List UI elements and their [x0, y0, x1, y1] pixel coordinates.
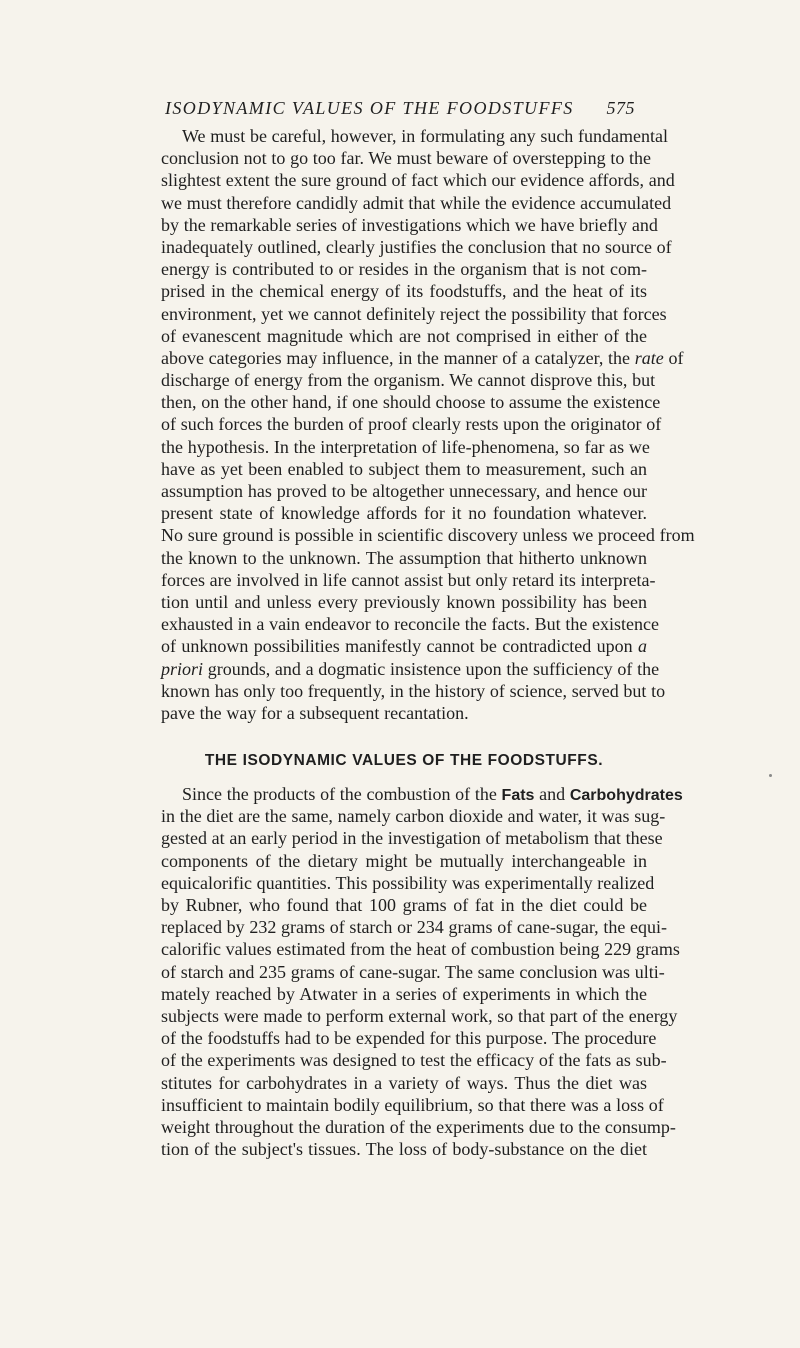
text-line: equicalorific quantities. This possibility was experimentally realized [161, 872, 655, 893]
text-line: environment, yet we cannot definitely reject the possibility that forces [161, 303, 667, 324]
italic-a: a [638, 636, 647, 657]
text-line: of starch and 235 grams of cane-sugar. The same conclusion was ulti- [161, 961, 665, 982]
text-line: exhausted in a vain endeavor to reconcile the facts. But the existence [161, 614, 659, 635]
text-line: the known to the unknown. The assumption that hitherto unknown [161, 547, 647, 568]
text-fragment: of [663, 347, 684, 368]
paragraph-isodynamic-values [161, 783, 683, 1160]
text-fragment: Since the products of the combustion of the [182, 784, 502, 805]
text-line: conclusion not to go too far. We must beware of overstepping to the [161, 148, 652, 169]
text-line: assumption has proved to be altogether unnecessary, and hence our [161, 481, 647, 501]
text-line: in the diet are the same, namely carbon dioxide and water, it was sug- [161, 806, 666, 827]
section-heading: THE ISODYNAMIC VALUES OF THE FOODSTUFFS. [204, 752, 604, 770]
text-line: weight throughout the duration of the experiments due to the consump- [161, 1116, 676, 1137]
text-line: calorific values estimated from the heat of combustion being 229 grams [161, 939, 680, 960]
text-line: stitutes for carbohydrates in a variety of ways. Thus the diet was [161, 1072, 647, 1093]
text-fragment: of unknown possibilities manifestly cannot be contradicted upon [161, 636, 638, 657]
text-line: prised in the chemical energy of its foodstuffs, and the heat of its [161, 281, 647, 302]
text-line: of the experiments was designed to test the efficacy of the fats as sub- [161, 1050, 667, 1071]
fats-term: Fats [501, 787, 535, 805]
text-line: inadequately outlined, clearly justifies the conclusion that no source of [161, 236, 672, 257]
italic-rate: rate [634, 347, 664, 368]
text-line [161, 658, 660, 680]
running-head [165, 98, 635, 122]
text-line: replaced by 232 grams of starch or 234 grams of cane-sugar, the equi- [161, 917, 667, 938]
text-line: by Rubner, who found that 100 grams of fat in the diet could be [161, 895, 647, 915]
text-line: mately reached by Atwater in a series of experiments in which the [161, 983, 647, 1004]
text-line: insufficient to maintain bodily equilibrium, so that there was a loss of [161, 1094, 664, 1115]
print-speck [769, 774, 772, 777]
text-line: of evanescent magnitude which are not comprised in either of the [161, 325, 647, 346]
text-line: by the remarkable series of investigations which we have briefly and [161, 214, 658, 235]
paragraph-caution [161, 125, 695, 724]
text-line: gested at an early period in the investigation of metabolism that these [161, 828, 663, 849]
text-line: components of the dietary might be mutually interchangeable in [161, 850, 647, 871]
text-line: of such forces the burden of proof clearly rests upon the originator of [161, 414, 662, 435]
text-line: energy is contributed to or resides in the organism that is not com- [161, 259, 647, 280]
text-line: forces are involved in life cannot assist but only retard its interpreta- [161, 569, 656, 590]
text-line: of the foodstuffs had to be expended for this purpose. The procedure [161, 1028, 657, 1049]
running-title: ISODYNAMIC VALUES OF THE FOODSTUFFS [165, 98, 574, 118]
text-line [161, 347, 684, 369]
text-line: No sure ground is possible in scientific discovery unless we proceed from [161, 525, 695, 546]
text-line: known has only too frequently, in the history of science, served but to [161, 680, 666, 701]
text-fragment: and [534, 784, 570, 805]
text-line: then, on the other hand, if one should choose to assume the existence [161, 392, 661, 413]
text-line: tion of the subject's tissues. The loss of body-substance on the diet [161, 1139, 647, 1160]
text-line: have as yet been enabled to subject them to measurement, such an [161, 458, 647, 479]
text-line [161, 635, 647, 657]
text-line: we must therefore candidly admit that while the evidence accumulated [161, 192, 672, 213]
carbohydrates-term: Carbohydrates [569, 787, 683, 805]
text-line: present state of knowledge affords for it no foundation whatever. [161, 503, 647, 524]
body-text [161, 125, 695, 1160]
text-line: tion until and unless every previously known possibility has been [161, 591, 647, 612]
text-line: the hypothesis. In the interpretation of life-phenomena, so far as we [161, 436, 650, 457]
text-fragment: grounds, and a dogmatic insistence upon the sufficiency of the [203, 658, 660, 679]
text-line [161, 783, 683, 805]
text-line: pave the way for a subsequent recantation. [161, 702, 469, 723]
italic-priori: priori [161, 658, 204, 679]
page-number: 575 [606, 98, 635, 118]
text-fragment: above categories may influence, in the manner of a catalyzer, the [161, 347, 635, 368]
text-line: slightest extent the sure ground of fact which our evidence affords, and [161, 170, 675, 191]
text-line: We must be careful, however, in formulating any such fundamental [182, 126, 668, 146]
text-line: discharge of energy from the organism. We cannot disprove this, but [161, 370, 656, 391]
text-line: subjects were made to perform external work, so that part of the energy [161, 1005, 678, 1026]
